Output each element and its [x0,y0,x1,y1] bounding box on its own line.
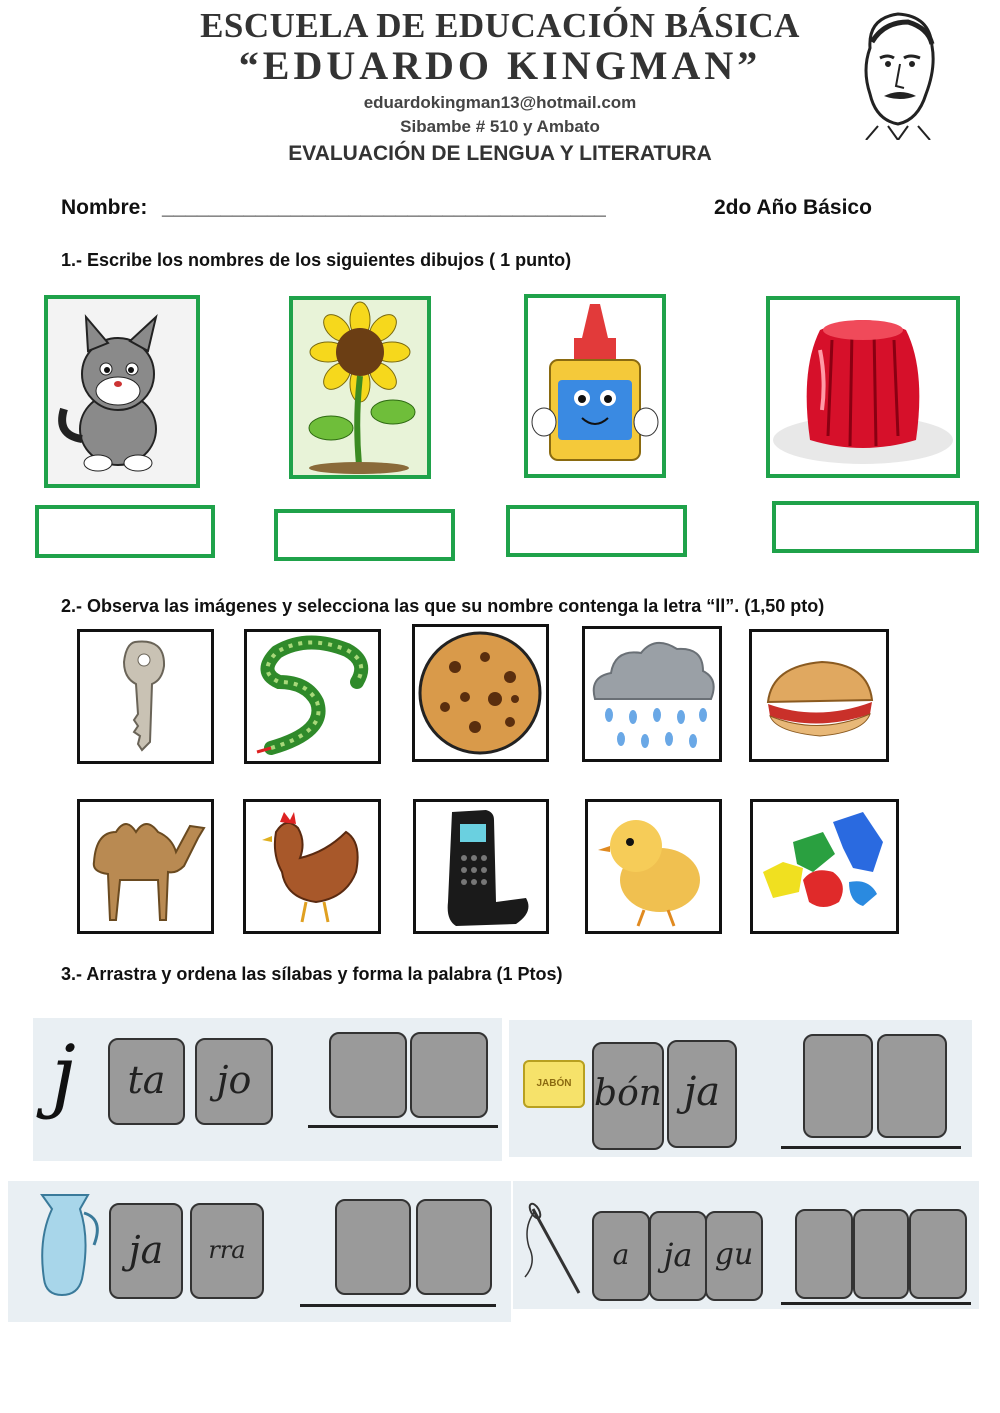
syllable-tile[interactable]: bón [592,1042,664,1150]
q2-title: 2.- Observa las imágenes y selecciona las que su nombre contenga la letra “ll”. (1,50 pto) [61,596,825,616]
sandwich-icon[interactable] [749,629,889,762]
syllable-tile[interactable]: ta [108,1038,185,1125]
soap-icon: JABÓN [523,1060,585,1108]
sunflower-icon [289,296,431,479]
answer-line [300,1304,496,1307]
school-email: eduardokingman13@hotmail.com [363,93,637,112]
glue-icon [524,294,666,478]
answer-line [308,1125,498,1128]
answer-box-3[interactable] [506,505,687,557]
needle-icon [519,1197,583,1297]
rain-cloud-icon[interactable] [582,626,722,762]
syllable-tile[interactable]: gu [705,1211,763,1301]
q1-title: 1.- Escribe los nombres de los siguientes dibujos ( 1 punto) [61,250,572,270]
phone-icon[interactable] [413,799,549,934]
cookie-icon[interactable] [412,624,549,762]
candy-icon[interactable] [750,799,899,934]
portrait-icon [848,8,948,140]
exercise-2-panel [509,1020,972,1157]
snake-icon[interactable] [244,629,381,764]
drop-slot[interactable] [416,1199,492,1295]
name-blank[interactable]: ______________________________________ [162,196,606,219]
pitcher-icon [30,1189,106,1303]
drop-slot[interactable] [795,1209,853,1299]
drop-slot[interactable] [853,1209,909,1299]
exercise-4-panel [513,1181,979,1309]
syllable-tile[interactable]: a [592,1211,650,1301]
school-address: Sibambe # 510 y Ambato [400,117,600,136]
answer-line [781,1302,971,1305]
answer-line [781,1146,961,1149]
syllable-tile[interactable]: rra [190,1203,264,1299]
answer-box-4[interactable] [772,501,979,553]
jelly-icon [766,296,960,478]
school-name: “EDUARDO KINGMAN” [238,43,762,88]
drop-slot[interactable] [877,1034,947,1138]
drop-slot[interactable] [410,1032,488,1118]
grade-label: 2do Año Básico [714,196,872,219]
syllable-tile[interactable]: ja [649,1211,707,1301]
cat-icon [44,295,200,488]
hen-icon[interactable] [243,799,381,934]
school-title: ESCUELA DE EDUCACIÓN BÁSICA [200,6,800,45]
camel-icon[interactable] [77,799,214,934]
chick-icon[interactable] [585,799,722,934]
drop-slot[interactable] [329,1032,407,1118]
syllable-tile[interactable]: ja [667,1040,737,1148]
drop-slot[interactable] [335,1199,411,1295]
name-label: Nombre: [61,196,148,219]
q3-title: 3.- Arrastra y ordena las sílabas y forma la palabra (1 Ptos) [61,964,563,984]
key-icon[interactable] [77,629,214,764]
drop-slot[interactable] [909,1209,967,1299]
exercise-3-panel [8,1181,511,1322]
evaluation-title: EVALUACIÓN DE LENGUA Y LITERATURA [288,142,712,165]
drop-slot[interactable] [803,1034,873,1138]
answer-box-1[interactable] [35,505,215,558]
exercise-1-panel [33,1018,502,1161]
syllable-tile[interactable]: ja [109,1203,183,1299]
syllable-tile[interactable]: jo [195,1038,273,1125]
answer-box-2[interactable] [274,509,455,561]
clue-letter-j: j [51,1028,76,1121]
